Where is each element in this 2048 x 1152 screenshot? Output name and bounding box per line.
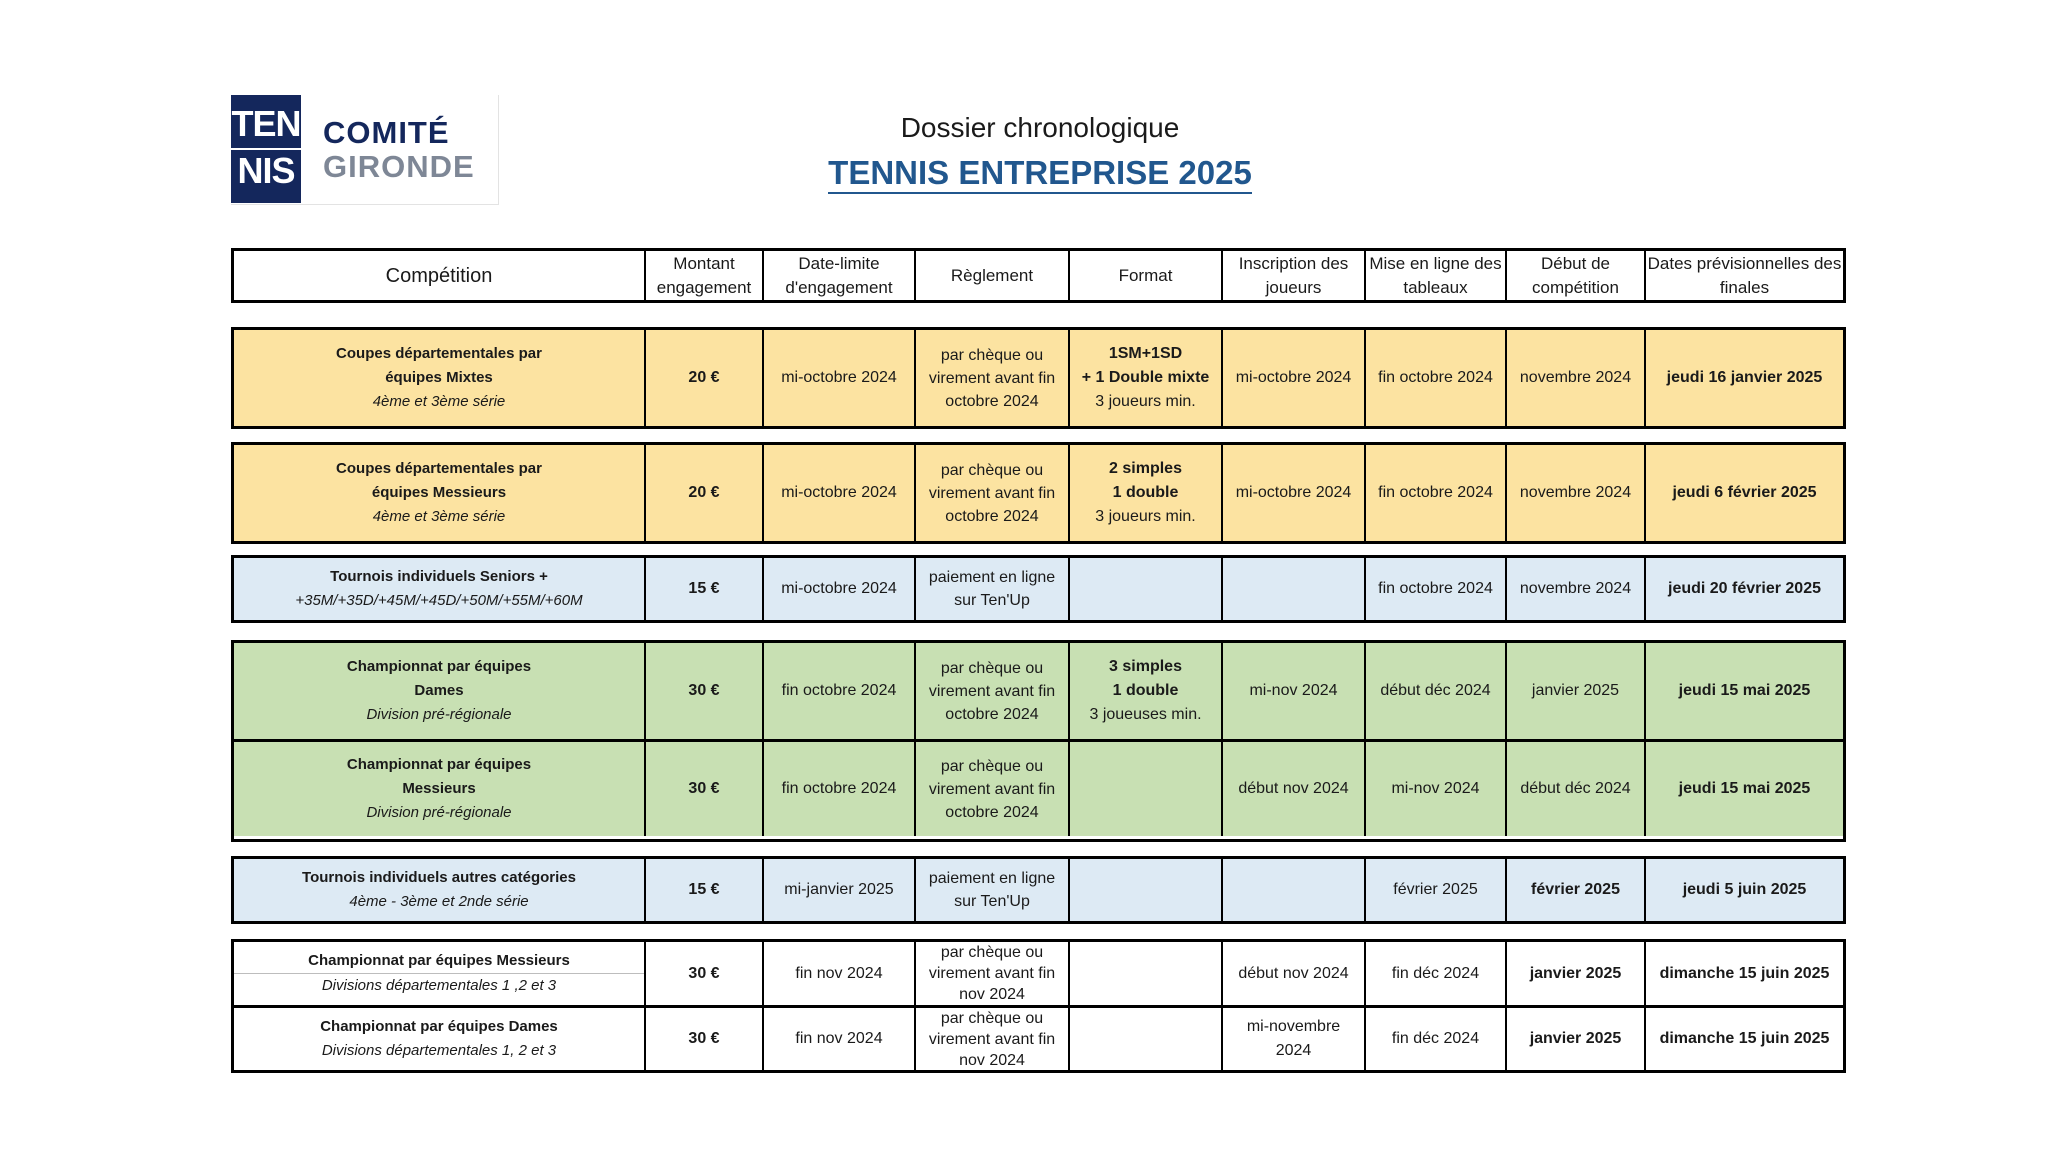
payment-line: virement avant fin (928, 682, 1056, 700)
competition-subtitle: +35M/+35D/+45M/+45D/+50M/+55M/+60M (295, 592, 583, 609)
cell-finals: jeudi 6 février 2025 (1672, 484, 1817, 501)
cell-amount: 30 € (646, 643, 764, 739)
payment-line: virement avant fin (928, 369, 1056, 387)
cell-deadline: mi-octobre 2024 (764, 330, 916, 426)
cell-payment (916, 330, 1070, 426)
cell-finals: dimanche 15 juin 2025 (1659, 1030, 1830, 1047)
cell-registration (1223, 558, 1366, 620)
cell-amount: 20 € (646, 445, 764, 541)
payment-line: octobre 2024 (945, 705, 1039, 723)
cell-competition (234, 742, 646, 836)
payment-line: virement avant fin (928, 780, 1056, 798)
payment-line: nov 2024 (959, 1051, 1025, 1069)
table-header (231, 248, 1846, 303)
competition-subtitle: Division pré-régionale (366, 706, 512, 723)
competition-line: Coupes départementales par (336, 345, 542, 362)
payment-line: nov 2024 (959, 986, 1025, 1003)
payment-line: sur Ten'Up (954, 592, 1030, 609)
competition-line: Messieurs (402, 780, 476, 797)
cell-format (1070, 1008, 1223, 1070)
cell-payment (916, 558, 1070, 620)
column-header-deadline: Date-limite d'engagement (764, 251, 916, 300)
cell-format (1070, 558, 1223, 620)
table-group-other-tournaments (231, 856, 1846, 924)
page-title: Dossier chronologique (900, 112, 1180, 143)
format-line: 3 joueurs min. (1095, 393, 1196, 410)
cell-registration (1223, 859, 1366, 921)
competition-line: Championnat par équipes (346, 756, 532, 773)
cell-competition (234, 942, 646, 1005)
competition-line: Tournois individuels Seniors + (330, 568, 548, 585)
cell-start: novembre 2024 (1507, 445, 1646, 541)
logo-text-comite: COMITÉ (323, 115, 450, 150)
cell-finals: jeudi 20 février 2025 (1668, 580, 1821, 597)
competition-line: Coupes départementales par (336, 460, 542, 477)
cell-deadline: mi-octobre 2024 (764, 558, 916, 620)
logo-text-gironde: GIRONDE (323, 149, 475, 184)
cell-deadline: fin octobre 2024 (764, 742, 916, 836)
cell-amount: 30 € (646, 1008, 764, 1070)
competition-line: Championnat par équipes Messieurs (308, 952, 570, 969)
table-row (234, 643, 1843, 739)
cell-registration: mi-octobre 2024 (1223, 330, 1366, 426)
cell-finals: jeudi 15 mai 2025 (1678, 682, 1811, 699)
cell-start: janvier 2025 (1507, 643, 1646, 739)
cell-payment (916, 859, 1070, 921)
table-header-row (234, 251, 1843, 300)
cell-deadline: fin nov 2024 (764, 1008, 916, 1070)
competition-subtitle: 4ème - 3ème et 2nde série (349, 893, 529, 910)
table-row (234, 1005, 1843, 1070)
format-line: 1 double (1112, 682, 1179, 699)
table-row (234, 739, 1843, 836)
column-header-payment: Règlement (916, 251, 1070, 300)
cell-registration: début nov 2024 (1223, 742, 1366, 836)
cell-format (1070, 942, 1223, 1005)
payment-line: par chèque ou (940, 346, 1044, 364)
cell-draws-online: fin déc 2024 (1366, 942, 1507, 1005)
cell-finals: jeudi 15 mai 2025 (1678, 780, 1811, 797)
payment-line: octobre 2024 (945, 507, 1039, 525)
cell-amount: 30 € (646, 942, 764, 1005)
format-line: 3 simples (1109, 658, 1182, 675)
table-group-pre-regional-championship (231, 640, 1846, 842)
cell-draws-online: février 2025 (1366, 859, 1507, 921)
payment-line: par chèque ou (940, 944, 1044, 961)
cell-amount: 15 € (646, 859, 764, 921)
cell-deadline: fin octobre 2024 (764, 643, 916, 739)
cell-start: début déc 2024 (1507, 742, 1646, 836)
cell-amount: 20 € (646, 330, 764, 426)
cell-registration: mi-nov 2024 (1223, 643, 1366, 739)
competition-subtitle: Divisions départementales 1, 2 et 3 (321, 1042, 557, 1059)
cell-finals: jeudi 16 janvier 2025 (1666, 369, 1823, 386)
payment-line: par chèque ou (940, 461, 1044, 479)
payment-line: par chèque ou (940, 757, 1044, 775)
cell-format (1070, 742, 1223, 836)
column-header-amount: Montant engagement (646, 251, 764, 300)
cell-registration: mi-novembre 2024 (1223, 1008, 1366, 1070)
payment-line: virement avant fin (928, 1030, 1056, 1048)
column-header-registration: Inscription des joueurs (1223, 251, 1366, 300)
cell-competition (234, 558, 646, 620)
competition-subtitle: 4ème et 3ème série (372, 508, 506, 525)
cell-format (1070, 859, 1223, 921)
cell-payment (916, 1008, 1070, 1070)
cell-competition (234, 445, 646, 541)
cell-amount: 30 € (646, 742, 764, 836)
cell-format (1070, 643, 1223, 739)
cell-competition (234, 1008, 646, 1070)
cell-start: février 2025 (1507, 859, 1646, 921)
logo-tennis-badge (231, 95, 301, 203)
cell-deadline: mi-janvier 2025 (764, 859, 916, 921)
competition-subtitle: 4ème et 3ème série (372, 393, 506, 410)
table-row (234, 330, 1843, 426)
format-line: 3 joueurs min. (1095, 508, 1196, 525)
cell-deadline: fin nov 2024 (764, 942, 916, 1005)
format-line: 1SM+1SD (1108, 345, 1183, 362)
page-subtitle (780, 154, 1300, 192)
competition-line: équipes Mixtes (385, 369, 493, 386)
table-row (234, 942, 1843, 1005)
column-header-draws-online: Mise en ligne des tableaux (1366, 251, 1507, 300)
table-group-mixed-cups (231, 327, 1846, 429)
cell-registration: mi-octobre 2024 (1223, 445, 1366, 541)
cell-start: janvier 2025 (1507, 1008, 1646, 1070)
format-line: 2 simples (1109, 460, 1182, 477)
competition-line: Tournois individuels autres catégories (302, 869, 576, 886)
cell-draws-online: fin octobre 2024 (1366, 558, 1507, 620)
cell-competition (234, 859, 646, 921)
cell-start: novembre 2024 (1507, 330, 1646, 426)
competition-line: Dames (414, 682, 464, 699)
cell-payment (916, 742, 1070, 836)
cell-payment (916, 445, 1070, 541)
comite-gironde-logo (231, 95, 499, 205)
cell-competition (234, 330, 646, 426)
logo-badge-line2: NIS (237, 150, 295, 191)
table-group-departmental-championship (231, 939, 1846, 1073)
cell-finals: dimanche 15 juin 2025 (1659, 964, 1830, 982)
cell-deadline: mi-octobre 2024 (764, 445, 916, 541)
column-header-competition: Compétition (234, 251, 646, 300)
cell-amount: 15 € (646, 558, 764, 620)
competition-subtitle: Divisions départementales 1 ,2 et 3 (321, 977, 557, 994)
competition-line: Championnat par équipes (346, 658, 532, 675)
column-header-finals: Dates prévisionnelles des finales (1647, 253, 1842, 297)
logo-badge-line1: TEN (231, 103, 301, 144)
payment-line: par chèque ou (940, 1009, 1044, 1027)
cell-format (1070, 445, 1223, 541)
cell-start: novembre 2024 (1507, 558, 1646, 620)
cell-draws-online: fin déc 2024 (1366, 1008, 1507, 1070)
cell-draws-online: fin octobre 2024 (1366, 330, 1507, 426)
table-group-seniors-tournaments (231, 555, 1846, 623)
format-line: 3 joueuses min. (1089, 706, 1202, 723)
page-subtitle-text: TENNIS ENTREPRISE 2025 (828, 154, 1252, 194)
table-group-men-cups (231, 442, 1846, 544)
payment-line: par chèque ou (940, 659, 1044, 677)
payment-line: sur Ten'Up (954, 893, 1030, 910)
payment-line: octobre 2024 (945, 392, 1039, 410)
column-header-start: Début de compétition (1507, 251, 1646, 300)
cell-payment (916, 643, 1070, 739)
competition-line: Championnat par équipes Dames (320, 1018, 558, 1035)
competition-subtitle: Division pré-régionale (366, 804, 512, 821)
cell-registration: début nov 2024 (1223, 942, 1366, 1005)
format-line: 1 double (1112, 484, 1179, 501)
cell-draws-online: début déc 2024 (1366, 643, 1507, 739)
payment-line: paiement en ligne (928, 870, 1056, 887)
table-row (234, 558, 1843, 620)
payment-line: virement avant fin (928, 965, 1056, 982)
cell-finals: jeudi 5 juin 2025 (1682, 881, 1807, 898)
cell-draws-online: fin octobre 2024 (1366, 445, 1507, 541)
table-row (234, 445, 1843, 541)
column-header-format: Format (1070, 251, 1223, 300)
cell-competition (234, 643, 646, 739)
payment-line: octobre 2024 (945, 803, 1039, 821)
cell-start: janvier 2025 (1507, 942, 1646, 1005)
cell-format (1070, 330, 1223, 426)
cell-draws-online: mi-nov 2024 (1366, 742, 1507, 836)
table-row (234, 859, 1843, 921)
payment-line: paiement en ligne (928, 569, 1056, 586)
competition-line: équipes Messieurs (371, 484, 507, 501)
cell-payment (916, 942, 1070, 1005)
format-line: + 1 Double mixte (1081, 369, 1210, 386)
payment-line: virement avant fin (928, 484, 1056, 502)
